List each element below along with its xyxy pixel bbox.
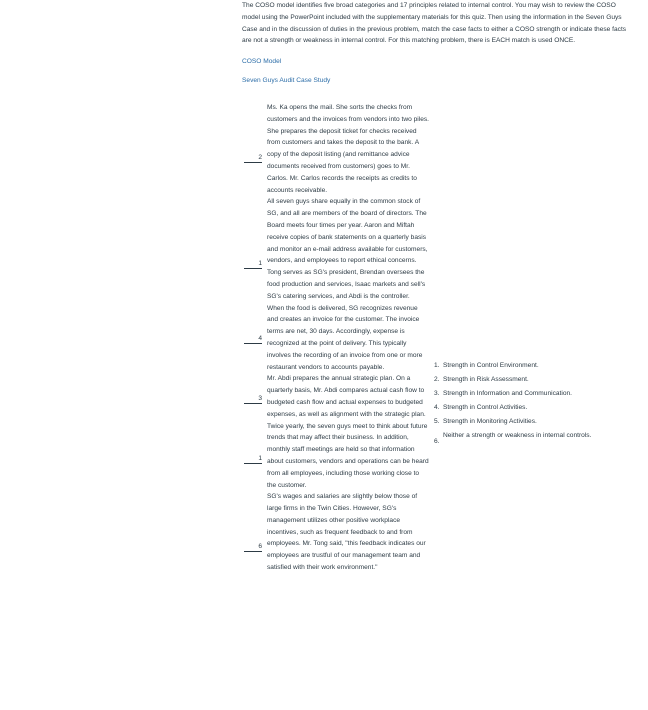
- choice-2: 2. Strength in Risk Assessment.: [434, 375, 529, 383]
- question-instructions: The COSO model identifies five broad categories and 17 principles related to internal control. You may wish to review the COSO model using the PowerPoint included with the supplementary materials for this quiz. Then using the information in the Seven Guys Case and in the discussion of duties in the previous problem, match the case facts to either a COSO strength or indicate these facts are not a strength or weakness in internal control. For this matching problem, there is EACH match is used ONCE.: [242, 2, 627, 45]
- choice-5: 5. Strength in Monitoring Activities.: [434, 417, 537, 425]
- match-answer-5[interactable]: 1: [244, 455, 262, 464]
- match-fact-5: Twice yearly, the seven guys meet to think about future trends that may affect their business. In addition, monthly staff meetings are held so that information about customers, vendors and operations can be heard from all employees, including those working close to the customer.: [267, 422, 429, 489]
- answer-choices-list: [434, 360, 614, 450]
- match-answer-2[interactable]: 1: [244, 260, 262, 269]
- question-content: [242, 0, 632, 86]
- match-row-3: [244, 303, 434, 374]
- matching-area: [244, 102, 644, 574]
- choice-6: 6. Neither a strength or weakness in internal controls.: [434, 431, 592, 445]
- coso-model-link[interactable]: COSO Model: [242, 58, 282, 66]
- match-row-6: [244, 491, 434, 574]
- match-row-4: [244, 373, 434, 420]
- match-answer-4[interactable]: 3: [244, 395, 262, 404]
- match-answer-6[interactable]: 6: [244, 543, 262, 552]
- choice-3: 3. Strength in Information and Communication.: [434, 389, 573, 397]
- match-fact-6: SG's wages and salaries are slightly below those of large firms in the Twin Cities. However, SG's management utilizes other positive workplace incentives, such as frequent feedback to and from employees. Mr. Tong said, "this feedback indicates our employees are trustful of our management team and satisfied with their work environment.": [267, 493, 426, 572]
- match-fact-3: When the food is delivered, SG recognizes revenue and creates an invoice for the customer. The invoice terms are net, 30 days. Accordingly, expense is recognized at the point of delivery. This typically involves the recording of an invoice from one or more restaurant vendors to accounts payable.: [267, 304, 423, 371]
- choice-4: 4. Strength in Control Activities.: [434, 403, 528, 411]
- case-study-link[interactable]: Seven Guys Audit Case Study: [242, 77, 331, 85]
- match-fact-2: All seven guys share equally in the common stock of SG, and all are members of the board of directors. The Board meets four times per year. Aaron and Miftah receive copies of bank statements on a quarterly basis and monitor an e-mail address available for customers, vendors, and employees to report ethical concerns. Tong serves as SG's president, Brendan oversees the food production and services, Isaac markets and sell's SG's catering services, and Abdi is the controller.: [267, 198, 428, 300]
- match-answer-1[interactable]: 2: [244, 154, 262, 163]
- match-fact-4: Mr. Abdi prepares the annual strategic plan. On a quarterly basis, Mr. Abdi compares actual cash flow to budgeted cash flow and actual expenses to budgeted expenses, as well as alignment with the strategic plan.: [267, 375, 426, 418]
- match-answer-3[interactable]: 4: [244, 335, 262, 344]
- choice-1: 1. Strength in Control Environment.: [434, 362, 539, 369]
- match-row-2: [244, 196, 434, 302]
- match-row-1: [244, 102, 434, 196]
- match-row-5: [244, 421, 434, 492]
- match-fact-1: Ms. Ka opens the mail. She sorts the checks from customers and the invoices from vendors into two piles. She prepares the deposit ticket for checks received from customers and takes the deposit to the bank. A copy of the deposit listing (and remittance advice documents received from customers) goes to Mr. Carlos. Mr. Carlos records the receipts as credits to accounts receivable.: [267, 104, 429, 194]
